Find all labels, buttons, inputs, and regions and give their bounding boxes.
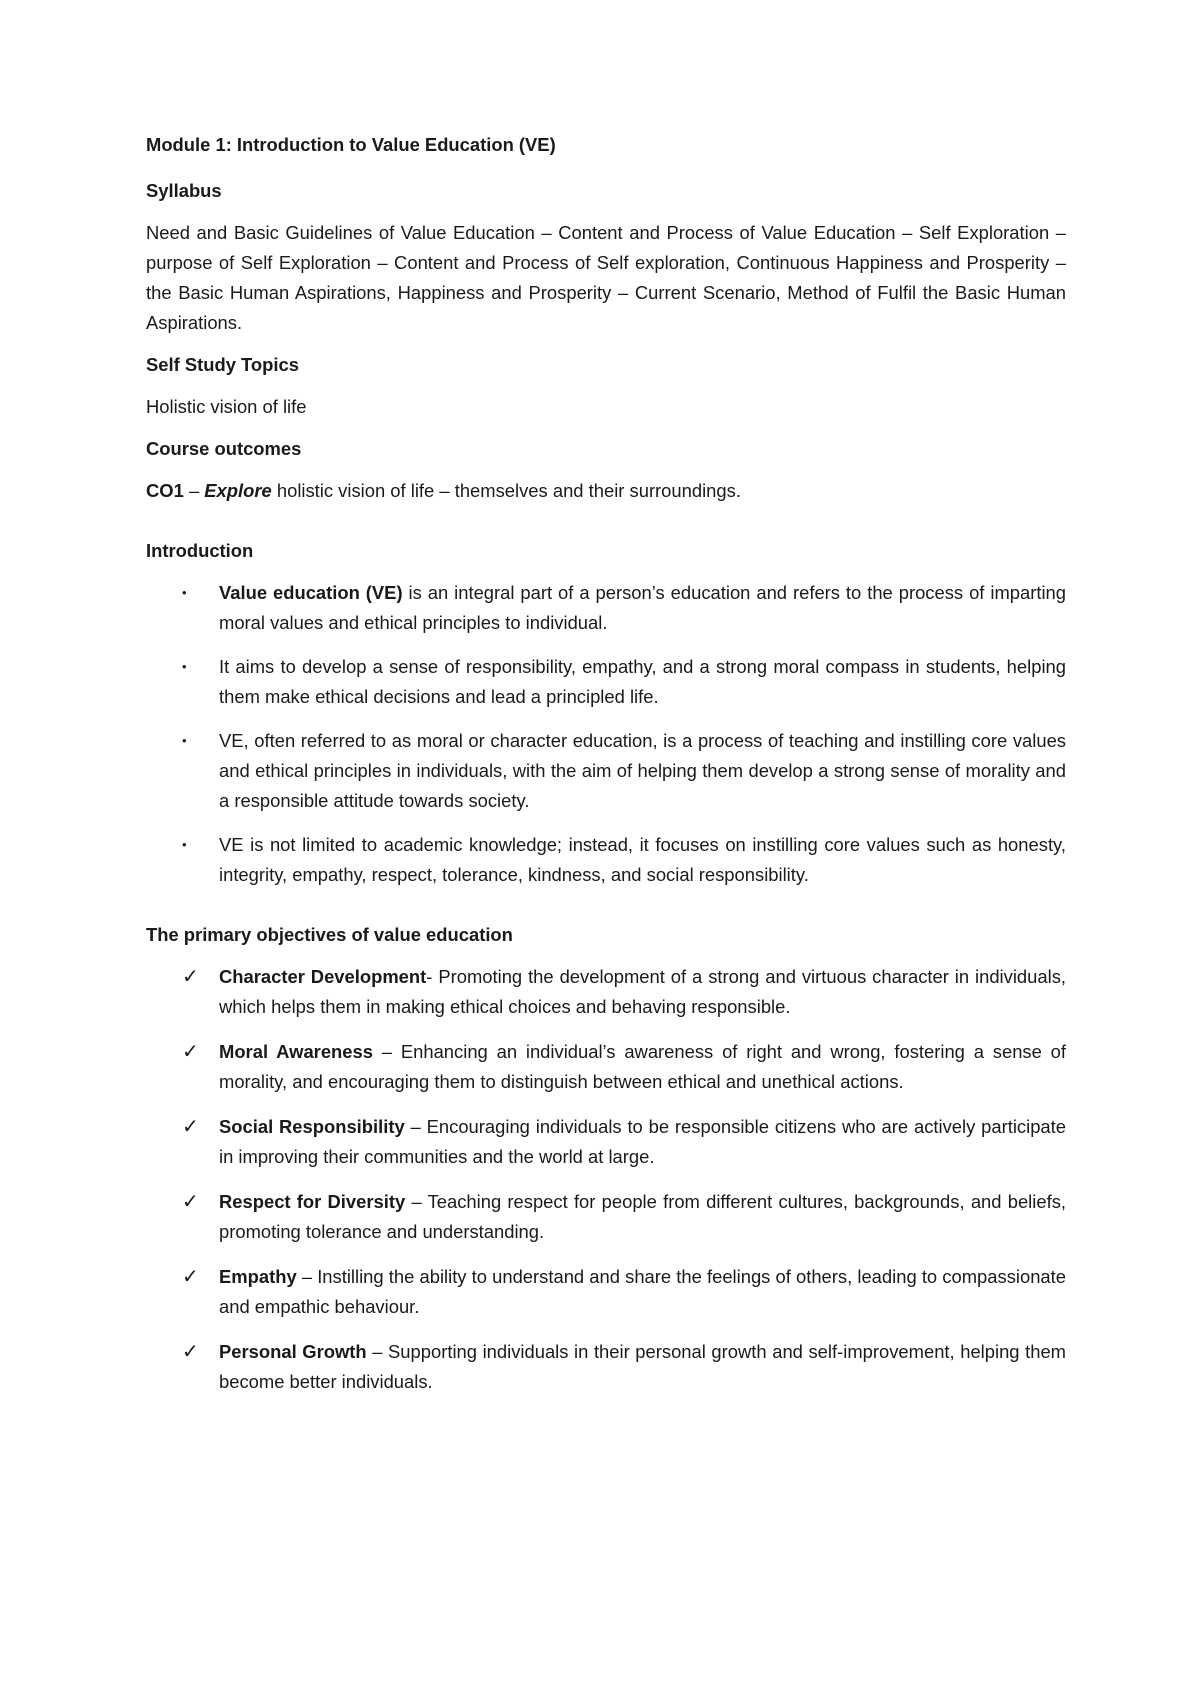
objectives-heading: The primary objectives of value education	[146, 924, 513, 945]
co-dash: –	[183, 480, 205, 501]
list-item	[146, 1262, 1066, 1322]
item-text: – Teaching respect for people from different cultures, backgrounds, and beliefs, promoting tolerance and understanding.	[219, 1191, 1066, 1242]
item-bold: Character Development	[219, 966, 427, 987]
introduction-list	[146, 578, 1066, 890]
course-outcomes-heading: Course outcomes	[146, 438, 302, 459]
item-text: is an integral part of a person’s education and refers to the process of imparting moral values and ethical principles to individual.	[219, 582, 1066, 633]
item-text: – Enhancing an individual’s awareness of right and wrong, fostering a sense of morality, and encouraging them to distinguish between ethical and unethical actions.	[219, 1041, 1066, 1092]
item-bold: Value education (VE)	[219, 582, 403, 603]
item-text: VE is not limited to academic knowledge; instead, it focuses on instilling core values such as honesty, integrity, empathy, respect, tolerance, kindness, and social responsibility.	[219, 834, 1066, 885]
bullet-icon: •	[182, 733, 187, 748]
item-bold: Social Responsibility	[219, 1116, 405, 1137]
item-text: – Instilling the ability to understand and share the feelings of others, leading to compassionate and empathic behaviour.	[219, 1266, 1066, 1317]
self-study-text: Holistic vision of life	[146, 396, 307, 417]
introduction-heading: Introduction	[146, 540, 254, 561]
item-bold: Moral Awareness	[219, 1041, 373, 1062]
module-title: Module 1: Introduction to Value Education (VE)	[146, 134, 556, 155]
syllabus-heading: Syllabus	[146, 180, 222, 201]
item-text: – Supporting individuals in their personal growth and self-improvement, helping them become better individuals.	[219, 1341, 1067, 1392]
list-item	[146, 1037, 1066, 1097]
checkmark-icon: ✓	[182, 1266, 199, 1288]
co-verb: Explore	[204, 480, 272, 501]
item-text: – Encouraging individuals to be responsible citizens who are actively participate in improving their communities and the world at large.	[219, 1116, 1066, 1167]
item-text: - Promoting the development of a strong and virtuous character in individuals, which helps them in making ethical choices and behaving responsible.	[219, 966, 1066, 1017]
objectives-list	[146, 962, 1066, 1397]
list-item	[146, 1187, 1066, 1247]
bullet-icon: •	[182, 659, 187, 674]
checkmark-icon: ✓	[182, 966, 199, 988]
item-bold: Respect for Diversity	[219, 1191, 406, 1212]
item-bold: Empathy	[219, 1266, 297, 1287]
bullet-icon: •	[182, 585, 187, 600]
syllabus-text: Need and Basic Guidelines of Value Education – Content and Process of Value Education – Self Exploration – purpose of Self Exploration – Content and Process of Self exploration, Continuous Happiness and Prosperity – the Basic Human Aspirations, Happiness and Prosperity – Current Scenario, Method of Fulfil the Basic Human Aspirations.	[146, 222, 1066, 333]
checkmark-icon: ✓	[182, 1116, 199, 1138]
bullet-icon: •	[182, 837, 187, 852]
list-item	[146, 652, 1066, 712]
list-item	[146, 1112, 1066, 1172]
list-item	[146, 962, 1066, 1022]
co-text: holistic vision of life – themselves and their surroundings.	[271, 480, 741, 501]
item-text: It aims to develop a sense of responsibility, empathy, and a strong moral compass in students, helping them make ethical decisions and lead a principled life.	[219, 656, 1066, 707]
list-item	[146, 1337, 1066, 1397]
self-study-heading: Self Study Topics	[146, 354, 299, 375]
co-label: CO1	[146, 480, 184, 501]
checkmark-icon: ✓	[182, 1191, 199, 1213]
list-item	[146, 578, 1066, 638]
course-outcome-co1	[146, 476, 1066, 506]
item-text: VE, often referred to as moral or character education, is a process of teaching and instilling core values and ethical principles in individuals, with the aim of helping them develop a strong sense of morality and a responsible attitude towards society.	[219, 730, 1066, 811]
document-page	[146, 130, 1066, 1397]
checkmark-icon: ✓	[182, 1341, 199, 1363]
list-item	[146, 830, 1066, 890]
checkmark-icon: ✓	[182, 1041, 199, 1063]
list-item	[146, 726, 1066, 816]
item-bold: Personal Growth	[219, 1341, 367, 1362]
